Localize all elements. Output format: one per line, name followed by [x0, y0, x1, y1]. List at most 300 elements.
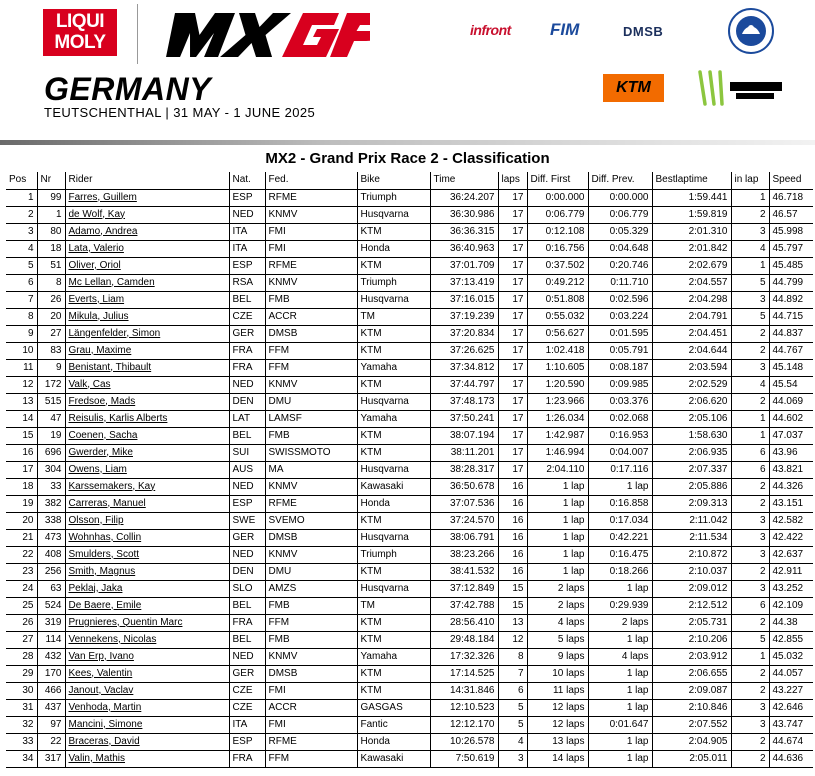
- cell-diff-first: 0:49.212: [527, 274, 588, 291]
- cell-speed: 46.57: [769, 206, 813, 223]
- cell-time: 38:11.201: [430, 444, 498, 461]
- cell-speed: 44.892: [769, 291, 813, 308]
- cell-in-lap: 5: [731, 274, 769, 291]
- cell-rider[interactable]: Lata, Valerio: [65, 240, 229, 257]
- header-divider: [137, 4, 138, 64]
- cell-laps: 5: [498, 716, 527, 733]
- cell-bike: KTM: [357, 427, 430, 444]
- cell-nr: 47: [37, 410, 65, 427]
- mxgp-logo: [155, 5, 370, 65]
- cell-diff-prev: 0:02.596: [588, 291, 652, 308]
- cell-fed: ACCR: [265, 308, 357, 325]
- table-row: [6, 478, 813, 495]
- cell-in-lap: 6: [731, 444, 769, 461]
- cell-rider[interactable]: Fredsoe, Mads: [65, 393, 229, 410]
- cell-diff-prev: 0:01.647: [588, 716, 652, 733]
- cell-fed: MA: [265, 461, 357, 478]
- cell-time: 12:12.170: [430, 716, 498, 733]
- table-row: [6, 325, 813, 342]
- cell-speed: 46.718: [769, 189, 813, 206]
- cell-bestlaptime: 2:02.529: [652, 376, 731, 393]
- cell-pos: 5: [6, 257, 37, 274]
- cell-fed: KNMV: [265, 274, 357, 291]
- table-row: [6, 342, 813, 359]
- column-header-pos: Pos: [6, 172, 37, 189]
- table-row: [6, 223, 813, 240]
- dmsb-logo: DMSB: [623, 24, 664, 39]
- cell-in-lap: 4: [731, 376, 769, 393]
- results-header: [0, 0, 815, 146]
- cell-speed: 43.96: [769, 444, 813, 461]
- cell-nat: NED: [229, 376, 265, 393]
- cell-nr: 33: [37, 478, 65, 495]
- cell-fed: DMU: [265, 563, 357, 580]
- cell-bike: Husqvarna: [357, 461, 430, 478]
- cell-nat: SLO: [229, 580, 265, 597]
- cell-bestlaptime: 2:04.298: [652, 291, 731, 308]
- cell-laps: 3: [498, 750, 527, 767]
- cell-rider[interactable]: Peklaj, Jaka: [65, 580, 229, 597]
- cell-bike: KTM: [357, 682, 430, 699]
- cell-time: 36:50.678: [430, 478, 498, 495]
- cell-laps: 17: [498, 444, 527, 461]
- cell-in-lap: 5: [731, 308, 769, 325]
- cell-fed: KNMV: [265, 376, 357, 393]
- cell-bestlaptime: 2:01.842: [652, 240, 731, 257]
- cell-nat: ITA: [229, 240, 265, 257]
- cell-nr: 26: [37, 291, 65, 308]
- cell-rider[interactable]: De Baere, Emile: [65, 597, 229, 614]
- table-row: [6, 750, 813, 767]
- cell-diff-prev: 2 laps: [588, 614, 652, 631]
- table-row: [6, 393, 813, 410]
- cell-in-lap: 1: [731, 189, 769, 206]
- cell-time: 14:31.846: [430, 682, 498, 699]
- cell-pos: 33: [6, 733, 37, 750]
- table-row: [6, 376, 813, 393]
- cell-pos: 20: [6, 512, 37, 529]
- table-row: [6, 597, 813, 614]
- cell-rider[interactable]: Olsson, Filip: [65, 512, 229, 529]
- cell-nr: 20: [37, 308, 65, 325]
- cell-pos: 29: [6, 665, 37, 682]
- cell-pos: 32: [6, 716, 37, 733]
- cell-nat: FRA: [229, 342, 265, 359]
- cell-rider[interactable]: Gwerder, Mike: [65, 444, 229, 461]
- cell-speed: 45.032: [769, 648, 813, 665]
- cell-in-lap: 2: [731, 665, 769, 682]
- cell-bike: TM: [357, 308, 430, 325]
- table-row: [6, 699, 813, 716]
- table-row: [6, 427, 813, 444]
- cell-laps: 6: [498, 682, 527, 699]
- cell-speed: 43.252: [769, 580, 813, 597]
- cell-rider[interactable]: Carreras, Manuel: [65, 495, 229, 512]
- cell-laps: 17: [498, 393, 527, 410]
- cell-nr: 80: [37, 223, 65, 240]
- cell-bestlaptime: 1:59.441: [652, 189, 731, 206]
- event-place-date: TEUTSCHENTHAL | 31 MAY - 1 JUNE 2025: [44, 105, 316, 120]
- cell-rider[interactable]: Owens, Liam: [65, 461, 229, 478]
- cell-time: 37:24.570: [430, 512, 498, 529]
- cell-rider[interactable]: Farres, Guillem: [65, 189, 229, 206]
- cell-laps: 16: [498, 529, 527, 546]
- liqui-moly-logo: [43, 9, 117, 56]
- cell-diff-first: 5 laps: [527, 631, 588, 648]
- cell-pos: 1: [6, 189, 37, 206]
- cell-laps: 16: [498, 512, 527, 529]
- cell-pos: 21: [6, 529, 37, 546]
- cell-pos: 3: [6, 223, 37, 240]
- cell-in-lap: 2: [731, 478, 769, 495]
- cell-diff-first: 12 laps: [527, 716, 588, 733]
- cell-fed: RFME: [265, 189, 357, 206]
- cell-diff-prev: 1 lap: [588, 750, 652, 767]
- cell-bike: KTM: [357, 325, 430, 342]
- cell-diff-first: 2:04.110: [527, 461, 588, 478]
- cell-diff-first: 0:12.108: [527, 223, 588, 240]
- cell-fed: RFME: [265, 495, 357, 512]
- cell-rider[interactable]: Mc Lellan, Camden: [65, 274, 229, 291]
- cell-time: 7:50.619: [430, 750, 498, 767]
- column-header-nr: Nr: [37, 172, 65, 189]
- cell-in-lap: 3: [731, 699, 769, 716]
- cell-diff-first: 1 lap: [527, 529, 588, 546]
- cell-time: 37:16.015: [430, 291, 498, 308]
- table-row: [6, 614, 813, 631]
- cell-in-lap: 6: [731, 461, 769, 478]
- cell-bike: GASGAS: [357, 699, 430, 716]
- cell-rider[interactable]: Längenfelder, Simon: [65, 325, 229, 342]
- cell-rider[interactable]: Everts, Liam: [65, 291, 229, 308]
- cell-rider[interactable]: Valin, Mathis: [65, 750, 229, 767]
- liqui-moly-line2: MOLY: [54, 32, 106, 53]
- column-header-time: Time: [430, 172, 498, 189]
- cell-nr: 696: [37, 444, 65, 461]
- cell-fed: DMSB: [265, 529, 357, 546]
- cell-bestlaptime: 2:04.644: [652, 342, 731, 359]
- cell-diff-prev: 0:03.376: [588, 393, 652, 410]
- cell-fed: KNMV: [265, 648, 357, 665]
- cell-pos: 4: [6, 240, 37, 257]
- cell-bike: Kawasaki: [357, 750, 430, 767]
- cell-diff-prev: 1 lap: [588, 733, 652, 750]
- cell-nat: ESP: [229, 495, 265, 512]
- cell-rider[interactable]: Oliver, Oriol: [65, 257, 229, 274]
- cell-fed: SVEMO: [265, 512, 357, 529]
- cell-diff-first: 0:37.502: [527, 257, 588, 274]
- cell-nat: SWE: [229, 512, 265, 529]
- cell-nat: SUI: [229, 444, 265, 461]
- cell-diff-prev: 1 lap: [588, 682, 652, 699]
- column-header-in-lap: in lap: [731, 172, 769, 189]
- cell-bike: Husqvarna: [357, 291, 430, 308]
- cell-speed: 44.057: [769, 665, 813, 682]
- cell-rider[interactable]: Mancini, Simone: [65, 716, 229, 733]
- cell-fed: DMU: [265, 393, 357, 410]
- cell-time: 28:56.410: [430, 614, 498, 631]
- cell-rider[interactable]: Prugnieres, Quentin Marc: [65, 614, 229, 631]
- cell-bestlaptime: 2:09.087: [652, 682, 731, 699]
- cell-time: 36:36.315: [430, 223, 498, 240]
- cell-bike: KTM: [357, 223, 430, 240]
- cell-bestlaptime: 1:58.630: [652, 427, 731, 444]
- cell-bike: Husqvarna: [357, 580, 430, 597]
- cell-laps: 17: [498, 274, 527, 291]
- cell-fed: FMI: [265, 240, 357, 257]
- cell-pos: 6: [6, 274, 37, 291]
- cell-diff-first: 1 lap: [527, 563, 588, 580]
- cell-in-lap: 2: [731, 342, 769, 359]
- cell-nat: FRA: [229, 614, 265, 631]
- cell-rider[interactable]: Wohnhas, Collin: [65, 529, 229, 546]
- cell-bestlaptime: 2:12.512: [652, 597, 731, 614]
- cell-diff-prev: 0:00.000: [588, 189, 652, 206]
- cell-pos: 10: [6, 342, 37, 359]
- cell-pos: 18: [6, 478, 37, 495]
- cell-rider[interactable]: Valk, Cas: [65, 376, 229, 393]
- cell-in-lap: 3: [731, 223, 769, 240]
- cell-bestlaptime: 2:09.012: [652, 580, 731, 597]
- column-header-nat: Nat.: [229, 172, 265, 189]
- cell-diff-first: 1:23.966: [527, 393, 588, 410]
- cell-in-lap: 2: [731, 750, 769, 767]
- cell-time: 37:26.625: [430, 342, 498, 359]
- cell-pos: 8: [6, 308, 37, 325]
- table-row: [6, 206, 813, 223]
- cell-rider[interactable]: Kees, Valentin: [65, 665, 229, 682]
- cell-speed: 43.151: [769, 495, 813, 512]
- cell-diff-first: 13 laps: [527, 733, 588, 750]
- cell-nr: 317: [37, 750, 65, 767]
- cell-diff-first: 4 laps: [527, 614, 588, 631]
- cell-nr: 9: [37, 359, 65, 376]
- cell-fed: SWISSMOTO: [265, 444, 357, 461]
- cell-rider[interactable]: Smulders, Scott: [65, 546, 229, 563]
- cell-nr: 18: [37, 240, 65, 257]
- table-row: [6, 410, 813, 427]
- cell-nat: NED: [229, 648, 265, 665]
- cell-time: 38:28.317: [430, 461, 498, 478]
- cell-pos: 27: [6, 631, 37, 648]
- cell-nr: 256: [37, 563, 65, 580]
- cell-rider[interactable]: Mikula, Julius: [65, 308, 229, 325]
- cell-laps: 17: [498, 325, 527, 342]
- cell-nat: FRA: [229, 359, 265, 376]
- cell-bestlaptime: 2:07.337: [652, 461, 731, 478]
- cell-time: 37:20.834: [430, 325, 498, 342]
- cell-time: 37:50.241: [430, 410, 498, 427]
- cell-diff-prev: 1 lap: [588, 631, 652, 648]
- cell-diff-prev: 0:09.985: [588, 376, 652, 393]
- cell-pos: 12: [6, 376, 37, 393]
- cell-bike: KTM: [357, 512, 430, 529]
- cell-diff-first: 11 laps: [527, 682, 588, 699]
- cell-nr: 170: [37, 665, 65, 682]
- cell-bestlaptime: 2:10.037: [652, 563, 731, 580]
- cell-fed: KNMV: [265, 546, 357, 563]
- table-row: [6, 291, 813, 308]
- cell-rider[interactable]: Smith, Magnus: [65, 563, 229, 580]
- cell-in-lap: 3: [731, 580, 769, 597]
- cell-rider[interactable]: Benistant, Thibault: [65, 359, 229, 376]
- column-header-rider: Rider: [65, 172, 229, 189]
- cell-fed: FFM: [265, 614, 357, 631]
- cell-speed: 42.646: [769, 699, 813, 716]
- cell-laps: 16: [498, 546, 527, 563]
- cell-nat: GER: [229, 325, 265, 342]
- cell-rider[interactable]: Venhoda, Martin: [65, 699, 229, 716]
- cell-bestlaptime: 2:03.912: [652, 648, 731, 665]
- cell-bestlaptime: 2:06.620: [652, 393, 731, 410]
- cell-diff-prev: 0:06.779: [588, 206, 652, 223]
- cell-time: 36:24.207: [430, 189, 498, 206]
- cell-in-lap: 2: [731, 563, 769, 580]
- table-row: [6, 359, 813, 376]
- cell-nat: ITA: [229, 223, 265, 240]
- cell-pos: 19: [6, 495, 37, 512]
- cell-bike: Triumph: [357, 274, 430, 291]
- results-body: [6, 189, 813, 767]
- cell-laps: 16: [498, 495, 527, 512]
- cell-bike: Honda: [357, 240, 430, 257]
- cell-nr: 8: [37, 274, 65, 291]
- cell-diff-prev: 0:42.221: [588, 529, 652, 546]
- cell-pos: 30: [6, 682, 37, 699]
- cell-speed: 45.148: [769, 359, 813, 376]
- cell-diff-prev: 0:16.475: [588, 546, 652, 563]
- table-row: [6, 257, 813, 274]
- cell-diff-prev: 0:05.329: [588, 223, 652, 240]
- cell-bestlaptime: 2:11.534: [652, 529, 731, 546]
- cell-nr: 83: [37, 342, 65, 359]
- cell-diff-prev: 0:02.068: [588, 410, 652, 427]
- cell-in-lap: 3: [731, 546, 769, 563]
- cell-speed: 43.821: [769, 461, 813, 478]
- cell-fed: KNMV: [265, 206, 357, 223]
- cell-time: 17:32.326: [430, 648, 498, 665]
- cell-nr: 466: [37, 682, 65, 699]
- cell-pos: 34: [6, 750, 37, 767]
- event-country: GERMANY: [44, 71, 212, 107]
- cell-diff-first: 1 lap: [527, 495, 588, 512]
- cell-pos: 13: [6, 393, 37, 410]
- cell-fed: FMI: [265, 682, 357, 699]
- table-row: [6, 529, 813, 546]
- cell-nat: BEL: [229, 427, 265, 444]
- cell-nat: ESP: [229, 257, 265, 274]
- cell-bestlaptime: 2:06.655: [652, 665, 731, 682]
- cell-speed: 44.636: [769, 750, 813, 767]
- cell-nr: 437: [37, 699, 65, 716]
- cell-laps: 17: [498, 359, 527, 376]
- cell-rider[interactable]: Van Erp, Ivano: [65, 648, 229, 665]
- column-header-diff-prev: Diff. Prev.: [588, 172, 652, 189]
- cell-nr: 27: [37, 325, 65, 342]
- cell-nr: 515: [37, 393, 65, 410]
- cell-bike: Honda: [357, 495, 430, 512]
- cell-diff-prev: 0:16.858: [588, 495, 652, 512]
- infront-logo: infront: [470, 22, 511, 38]
- cell-rider[interactable]: Karssemakers, Kay: [65, 478, 229, 495]
- cell-time: 37:48.173: [430, 393, 498, 410]
- cell-laps: 15: [498, 597, 527, 614]
- cell-time: 37:07.536: [430, 495, 498, 512]
- column-header-bike: Bike: [357, 172, 430, 189]
- cell-pos: 24: [6, 580, 37, 597]
- cell-pos: 23: [6, 563, 37, 580]
- cell-in-lap: 3: [731, 291, 769, 308]
- cell-bike: KTM: [357, 631, 430, 648]
- cell-rider[interactable]: Coenen, Sacha: [65, 427, 229, 444]
- cell-diff-first: 0:16.756: [527, 240, 588, 257]
- cell-laps: 17: [498, 257, 527, 274]
- cell-rider[interactable]: de Wolf, Kay: [65, 206, 229, 223]
- column-header-diff-first: Diff. First: [527, 172, 588, 189]
- cell-in-lap: 2: [731, 325, 769, 342]
- cell-diff-first: 1:20.590: [527, 376, 588, 393]
- cell-nat: BEL: [229, 631, 265, 648]
- cell-fed: FFM: [265, 359, 357, 376]
- cell-diff-prev: 4 laps: [588, 648, 652, 665]
- cell-rider[interactable]: Braceras, David: [65, 733, 229, 750]
- column-header-fed: Fed.: [265, 172, 357, 189]
- cell-bestlaptime: 2:07.552: [652, 716, 731, 733]
- cell-nat: GER: [229, 665, 265, 682]
- cell-pos: 7: [6, 291, 37, 308]
- cell-diff-prev: 1 lap: [588, 699, 652, 716]
- cell-nat: LAT: [229, 410, 265, 427]
- cell-nat: AUS: [229, 461, 265, 478]
- cell-nr: 473: [37, 529, 65, 546]
- table-row: [6, 189, 813, 206]
- cell-rider[interactable]: Janout, Vaclav: [65, 682, 229, 699]
- cell-diff-first: 1:02.418: [527, 342, 588, 359]
- cell-in-lap: 2: [731, 393, 769, 410]
- cell-time: 12:10.523: [430, 699, 498, 716]
- cell-pos: 22: [6, 546, 37, 563]
- cell-bike: Fantic: [357, 716, 430, 733]
- cell-nr: 22: [37, 733, 65, 750]
- column-header-bestlaptime: Bestlaptime: [652, 172, 731, 189]
- cell-fed: FMB: [265, 597, 357, 614]
- cell-rider[interactable]: Adamo, Andrea: [65, 223, 229, 240]
- cell-bike: Yamaha: [357, 648, 430, 665]
- cell-nat: RSA: [229, 274, 265, 291]
- cell-rider[interactable]: Reisulis, Karlis Alberts: [65, 410, 229, 427]
- cell-bike: KTM: [357, 376, 430, 393]
- cell-nr: 51: [37, 257, 65, 274]
- cell-laps: 17: [498, 427, 527, 444]
- cell-speed: 44.799: [769, 274, 813, 291]
- cell-nat: NED: [229, 546, 265, 563]
- cell-nat: BEL: [229, 597, 265, 614]
- cell-rider[interactable]: Vennekens, Nicolas: [65, 631, 229, 648]
- cell-laps: 17: [498, 206, 527, 223]
- cell-nr: 304: [37, 461, 65, 478]
- ktm-logo: KTM: [603, 74, 664, 102]
- cell-bestlaptime: 2:05.011: [652, 750, 731, 767]
- cell-laps: 4: [498, 733, 527, 750]
- cell-laps: 8: [498, 648, 527, 665]
- cell-rider[interactable]: Grau, Maxime: [65, 342, 229, 359]
- cell-bike: Yamaha: [357, 359, 430, 376]
- cell-bestlaptime: 2:04.905: [652, 733, 731, 750]
- cell-nr: 432: [37, 648, 65, 665]
- cell-pos: 25: [6, 597, 37, 614]
- cell-diff-first: 1:42.987: [527, 427, 588, 444]
- cell-diff-prev: 1 lap: [588, 478, 652, 495]
